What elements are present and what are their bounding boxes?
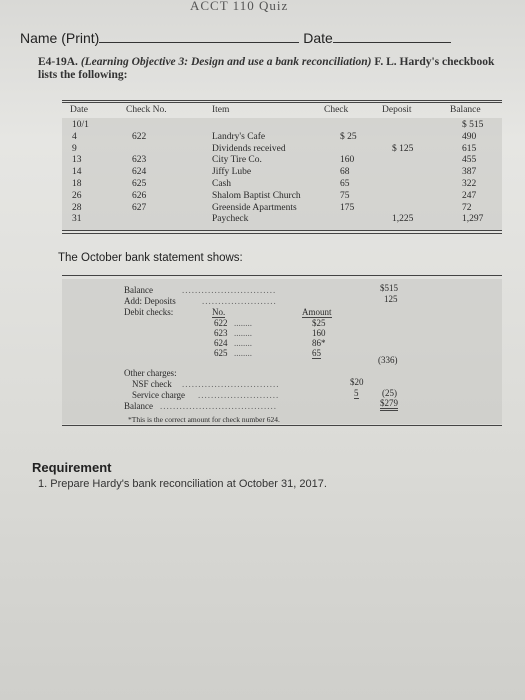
problem-statement — [38, 56, 498, 82]
cell-balance: 72 — [462, 202, 472, 213]
stmt-no-header: No. — [212, 307, 226, 317]
cell-deposit: 1,225 — [392, 214, 414, 225]
cell-deposit: $ 125 — [392, 143, 414, 154]
cell-check-no: 626 — [132, 190, 147, 201]
stmt-footnote: *This is the correct amount for check number 624. — [128, 415, 280, 424]
problem-objective: (Learning Objective 3: Design and use a bank reconciliation) — [80, 56, 372, 68]
cell-item: Cash — [212, 179, 231, 189]
cell-item: Jiffy Lube — [212, 167, 252, 178]
cell-check: $ 25 — [340, 131, 357, 142]
cell-check: 175 — [340, 202, 355, 213]
cell-balance: 455 — [462, 155, 477, 166]
stmt-check-no: 624 — [214, 338, 228, 348]
dot-leader: ............................. — [182, 285, 277, 295]
cell-item: Greenside Apartments — [212, 202, 297, 213]
bank-statement — [62, 275, 502, 435]
page-header: ACCT 110 Quiz — [190, 0, 289, 13]
cell-item: Landry's Cafe — [212, 131, 266, 142]
cell-check-no: 622 — [132, 131, 147, 142]
cell-balance: 615 — [462, 143, 477, 154]
stmt-balance-label: Balance — [124, 285, 153, 295]
cell-item: City Tire Co. — [212, 155, 262, 166]
checkbook-table — [62, 100, 502, 235]
stmt-checks-total: (336) — [378, 355, 398, 365]
cell-date: 31 — [72, 214, 82, 225]
stmt-check-amount: 160 — [312, 328, 326, 338]
stmt-nsf-value: $20 — [350, 377, 364, 387]
cell-check-no: 623 — [132, 155, 147, 166]
cell-balance: 490 — [462, 131, 477, 142]
col-header-balance: Balance — [450, 105, 481, 115]
cell-balance: 387 — [462, 167, 477, 178]
col-header-item: Item — [212, 105, 230, 115]
cell-check: 68 — [340, 167, 350, 178]
stmt-check-no: 625 — [214, 348, 228, 358]
cell-check-no: 625 — [132, 179, 147, 189]
cell-date: 4 — [72, 131, 77, 142]
stmt-ending-value: $279 — [380, 398, 398, 411]
stmt-debit-label: Debit checks: — [124, 307, 174, 317]
cell-balance: 322 — [462, 179, 477, 189]
stmt-other-total: (25) — [382, 388, 397, 398]
cell-item: Shalom Baptist Church — [212, 190, 301, 201]
stmt-check-amount: $25 — [312, 318, 326, 328]
name-blank[interactable] — [99, 30, 299, 43]
stmt-check-no: 623 — [214, 328, 228, 338]
stmt-deposits-label: Add: Deposits — [124, 296, 176, 306]
dot-leader: ........ — [234, 338, 252, 348]
cell-item: Dividends received — [212, 143, 286, 154]
stmt-nsf-label: NSF check — [132, 379, 172, 389]
problem-text: F. L. Hardy's checkbook lists the following: — [38, 56, 495, 81]
col-header-check-no: Check No. — [126, 105, 167, 115]
dot-leader: ........ — [234, 318, 252, 328]
stmt-check-amount: 65 — [312, 348, 321, 358]
cell-check: 75 — [340, 190, 350, 201]
cell-date: 9 — [72, 143, 77, 154]
cell-check: 65 — [340, 179, 350, 189]
cell-balance: 247 — [462, 190, 477, 201]
statement-title: The October bank statement shows: — [58, 252, 243, 264]
stmt-check-no: 622 — [214, 318, 228, 328]
stmt-service-value: 5 — [354, 388, 359, 398]
cell-check-no: 627 — [132, 202, 147, 213]
requirement-title: Requirement — [32, 460, 112, 475]
requirement-item: 1. Prepare Hardy's bank reconciliation at October 31, 2017. — [38, 478, 327, 490]
problem-id: E4-19A. — [38, 56, 78, 68]
stmt-other-label: Other charges: — [124, 368, 177, 378]
dot-leader: .............................. — [182, 379, 280, 389]
stmt-check-amount: 86* — [312, 338, 326, 348]
dot-leader: ........ — [234, 348, 252, 358]
dot-leader: ....................... — [202, 296, 277, 306]
dot-leader: ........ — [234, 328, 252, 338]
cell-date: 28 — [72, 202, 82, 213]
col-header-date: Date — [70, 105, 88, 115]
dot-leader: ......................... — [198, 390, 280, 400]
cell-check: 160 — [340, 155, 355, 166]
cell-date: 26 — [72, 190, 82, 201]
date-blank[interactable] — [333, 30, 451, 43]
cell-balance: 1,297 — [462, 214, 484, 225]
cell-date: 10/1 — [72, 120, 89, 130]
cell-check-no: 624 — [132, 167, 147, 178]
name-date-line — [20, 30, 451, 46]
stmt-deposits-value: 125 — [384, 294, 398, 304]
cell-date: 14 — [72, 167, 82, 178]
name-label: Name (Print) — [20, 30, 100, 46]
stmt-service-label: Service charge — [132, 390, 186, 400]
stmt-ending-label: Balance — [124, 401, 153, 411]
stmt-balance-value: $515 — [380, 283, 398, 293]
cell-balance: $ 515 — [462, 120, 484, 130]
cell-date: 18 — [72, 179, 82, 189]
date-label: Date — [303, 30, 333, 46]
col-header-deposit: Deposit — [382, 105, 412, 115]
stmt-amount-header: Amount — [302, 307, 332, 317]
cell-date: 13 — [72, 155, 82, 166]
cell-item: Paycheck — [212, 214, 249, 225]
dot-leader: .................................... — [160, 401, 277, 411]
col-header-check: Check — [324, 105, 349, 115]
